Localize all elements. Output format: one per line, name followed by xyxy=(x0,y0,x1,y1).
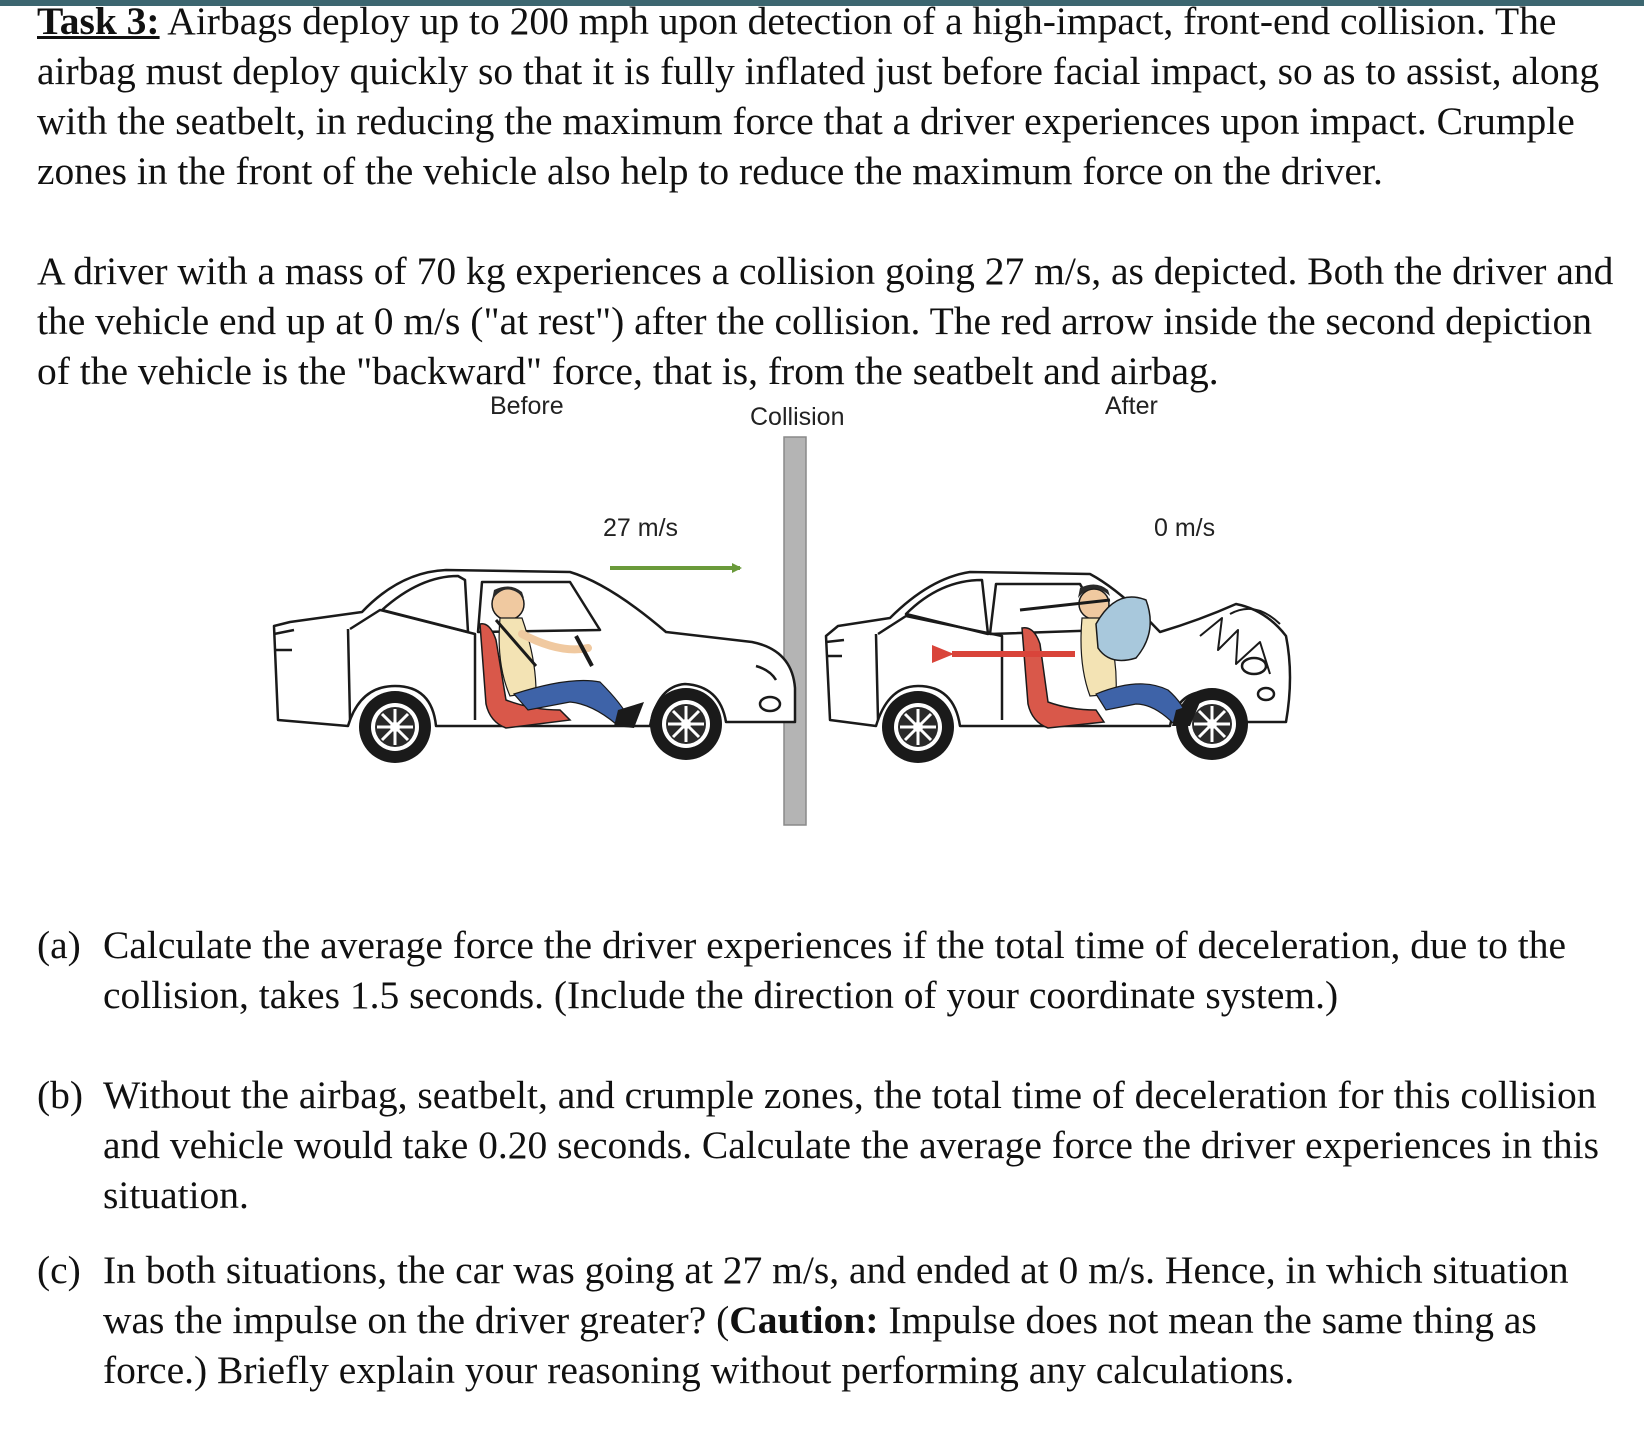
question-a-text: Calculate the average force the driver experiences if the total time of deceleration, due to the collision, takes 1.5 seconds. (Include the direction of your coordinate system.) xyxy=(103,923,1566,1017)
before-front-wheel xyxy=(650,688,722,760)
question-b xyxy=(37,1070,1627,1220)
task-label: Task 3: xyxy=(37,0,160,43)
question-c-text-end: Impulse does not mean the same thing as force.) Briefly explain your reasoning without performing any calculations. xyxy=(103,1298,1537,1392)
collision-illustration xyxy=(270,404,1370,874)
question-c-text-start: In both situations, the car was going at 27 m/s, and ended at 0 m/s. Hence, in which situation was the impulse on the driver greater? ( xyxy=(103,1248,1569,1342)
collision-wall xyxy=(784,437,806,825)
after-speed-label: 0 m/s xyxy=(1154,514,1216,542)
after-label: After xyxy=(1105,392,1158,420)
task-intro-text: Airbags deploy up to 200 mph upon detection of a high-impact, front-end collision. The airbag must deploy quickly so that it is fully inflated just before facial impact, so as to assist, along with the seatbelt, in reducing the maximum force that a driver experiences upon impact. Crumple zones in the front of the vehicle also help to reduce the maximum force on the driver. xyxy=(37,0,1600,193)
question-a-label: (a) xyxy=(37,923,81,967)
before-speed-label: 27 m/s xyxy=(603,514,679,542)
task-intro-paragraph xyxy=(37,0,1627,196)
question-a xyxy=(37,920,1627,1020)
caution-label: Caution: xyxy=(729,1298,879,1342)
question-c xyxy=(37,1245,1627,1395)
after-rear-wheel xyxy=(882,691,954,763)
collision-figure xyxy=(270,392,1370,874)
scenario-paragraph: A driver with a mass of 70 kg experiences a collision going 27 m/s, as depicted. Both the driver and the vehicle end up at 0 m/s ("at rest") after the collision. The red arrow inside the second depiction of the vehicle is the "backward" force, that is, from the seatbelt and airbag. xyxy=(37,249,1614,393)
question-b-text: Without the airbag, seatbelt, and crumple zones, the total time of deceleration for this collision and vehicle would take 0.20 seconds. Calculate the average force the driver experiences in this situation. xyxy=(103,1073,1600,1217)
question-b-label: (b) xyxy=(37,1073,84,1117)
question-c-label: (c) xyxy=(37,1248,81,1292)
before-label: Before xyxy=(490,392,564,420)
question-c-text xyxy=(103,1245,1627,1395)
collision-label: Collision xyxy=(750,403,845,431)
before-rear-wheel xyxy=(359,691,431,763)
